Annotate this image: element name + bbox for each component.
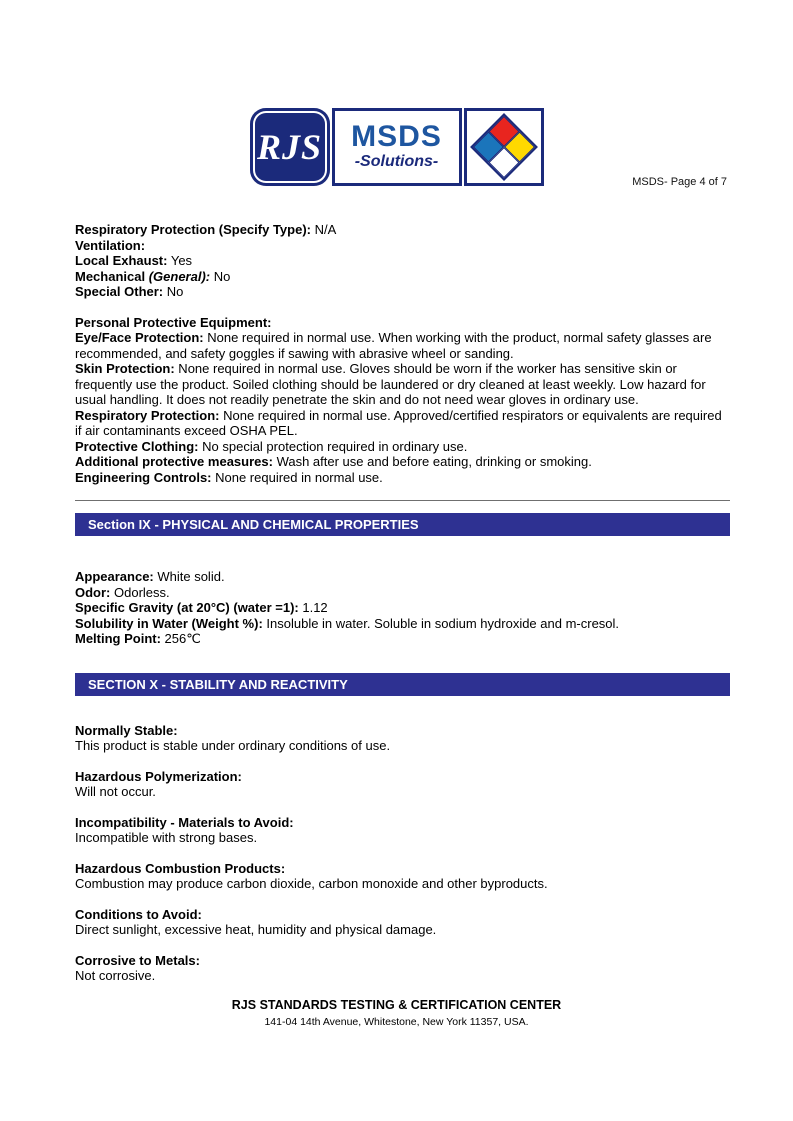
field-value: Yes [167, 253, 193, 268]
field-label: Specific Gravity (at 20°C) (water =1): [75, 600, 299, 615]
field-line [75, 470, 730, 486]
respiratory-spec-block [75, 222, 730, 300]
field-line [75, 222, 730, 238]
section-ix-title: Section IX - PHYSICAL AND CHEMICAL PROPERTIES [88, 517, 419, 532]
field-label: Respiratory Protection (Specify Type): [75, 222, 311, 237]
msds-solutions-logo [332, 108, 462, 186]
rjs-logo-text: RJS [256, 127, 323, 167]
stability-text: Not corrosive. [75, 968, 156, 983]
field-line [75, 600, 730, 616]
field-value: Insoluble in water. Soluble in sodium hydroxide and m-cresol. [262, 615, 620, 631]
field-line [75, 585, 730, 601]
stability-item [75, 815, 730, 846]
stability-block [75, 723, 730, 984]
document-body [0, 222, 730, 984]
stability-text: Direct sunlight, excessive heat, humidity and physical damage. [75, 922, 437, 937]
stability-text: Combustion may produce carbon dioxide, carbon monoxide and other byproducts. [75, 876, 548, 891]
solutions-logo-text: -Solutions- [354, 153, 439, 170]
field-value: No [210, 268, 231, 284]
ppe-title: Personal Protective Equipment: [75, 314, 272, 330]
field-value: N/A [310, 222, 337, 237]
stability-item [75, 953, 730, 984]
field-line [75, 631, 730, 647]
nfpa-diamond-icon [464, 108, 544, 186]
section-ix-header [75, 513, 730, 536]
field-label: Melting Point: [75, 631, 161, 646]
field-value: None required in normal use. Gloves should be worn if the worker has sensitive skin or frequently use the product. Soiled clothing should be laundered or dry cleaned at least weekly. Low hazard for usual handling. It does not readily penetrate the skin and do not need wear gloves in ordinary use. [75, 361, 706, 407]
field-label: Ventilation: [75, 237, 146, 253]
field-line [75, 454, 730, 470]
field-value: 256℃ [160, 631, 201, 646]
field-value: No [163, 284, 184, 299]
stability-heading: Hazardous Combustion Products: [75, 860, 286, 876]
field-label: Appearance: [75, 569, 154, 584]
section-x-title: SECTION X - STABILITY AND REACTIVITY [88, 676, 348, 692]
field-line [75, 330, 730, 361]
nfpa-diamond-quadrants [472, 116, 534, 178]
field-value: White solid. [153, 569, 225, 584]
field-label: Protective Clothing: [75, 438, 199, 454]
stability-heading: Conditions to Avoid: [75, 906, 202, 922]
field-value: Wash after use and before eating, drinking or smoking. [272, 454, 592, 469]
field-label: Odor: [75, 584, 111, 600]
field-value: 1.12 [298, 600, 328, 615]
field-label: Skin Protection: [75, 361, 175, 376]
field-value: None required in normal use. When working with the product, normal safety glasses are recommended, and safety goggles if sawing with abrasive wheel or sanding. [75, 330, 712, 361]
logo-group [250, 108, 544, 186]
stability-text: Will not occur. [75, 784, 156, 799]
stability-item [75, 769, 730, 800]
field-line [75, 439, 730, 455]
field-line [75, 569, 730, 585]
page-footer [0, 998, 793, 1028]
section-x-header [75, 673, 730, 696]
stability-text: Incompatible with strong bases. [75, 830, 258, 845]
header-banner [0, 0, 793, 186]
footer-address: 141-04 14th Avenue, Whitestone, New York 11357, USA. [264, 1016, 529, 1028]
field-line [75, 408, 730, 439]
field-label-italic: (General): [145, 268, 211, 284]
field-line [75, 284, 730, 300]
stability-item [75, 723, 730, 754]
footer-company-title: RJS STANDARDS TESTING & CERTIFICATION CENTER [231, 998, 562, 1012]
horizontal-divider [75, 500, 730, 501]
field-value: No special protection required in ordinary use. [198, 438, 468, 454]
field-line [75, 616, 730, 632]
field-line [75, 253, 730, 269]
stability-heading: Normally Stable: [75, 722, 178, 738]
field-value: None required in normal use. Approved/certified respirators or equivalents are required if air contaminants exceed OSHA PEL. [75, 407, 722, 438]
field-label: Eye/Face Protection: [75, 330, 204, 345]
field-label: Additional protective measures: [75, 454, 273, 469]
msds-logo-text: MSDS [351, 120, 442, 153]
field-label: Engineering Controls: [75, 469, 212, 485]
field-label: Special Other: [75, 284, 164, 299]
field-label: Local Exhaust: [75, 253, 168, 268]
stability-item [75, 861, 730, 892]
field-line [75, 238, 730, 254]
stability-heading: Hazardous Polymerization: [75, 768, 242, 784]
field-label: Respiratory Protection: [75, 407, 220, 423]
field-value: None required in normal use. [211, 469, 383, 485]
physical-properties-block [75, 569, 730, 647]
field-line [75, 361, 730, 408]
stability-text: This product is stable under ordinary conditions of use. [75, 738, 391, 753]
field-label: Solubility in Water (Weight %): [75, 615, 263, 631]
stability-heading: Incompatibility - Materials to Avoid: [75, 814, 294, 830]
page-indicator: MSDS- Page 4 of 7 [632, 176, 727, 188]
field-label: Mechanical [75, 268, 146, 284]
stability-item [75, 907, 730, 938]
rjs-logo [250, 108, 330, 186]
stability-heading: Corrosive to Metals: [75, 952, 200, 968]
ppe-block [75, 315, 730, 486]
field-value: Odorless. [110, 584, 170, 600]
field-line [75, 269, 730, 285]
